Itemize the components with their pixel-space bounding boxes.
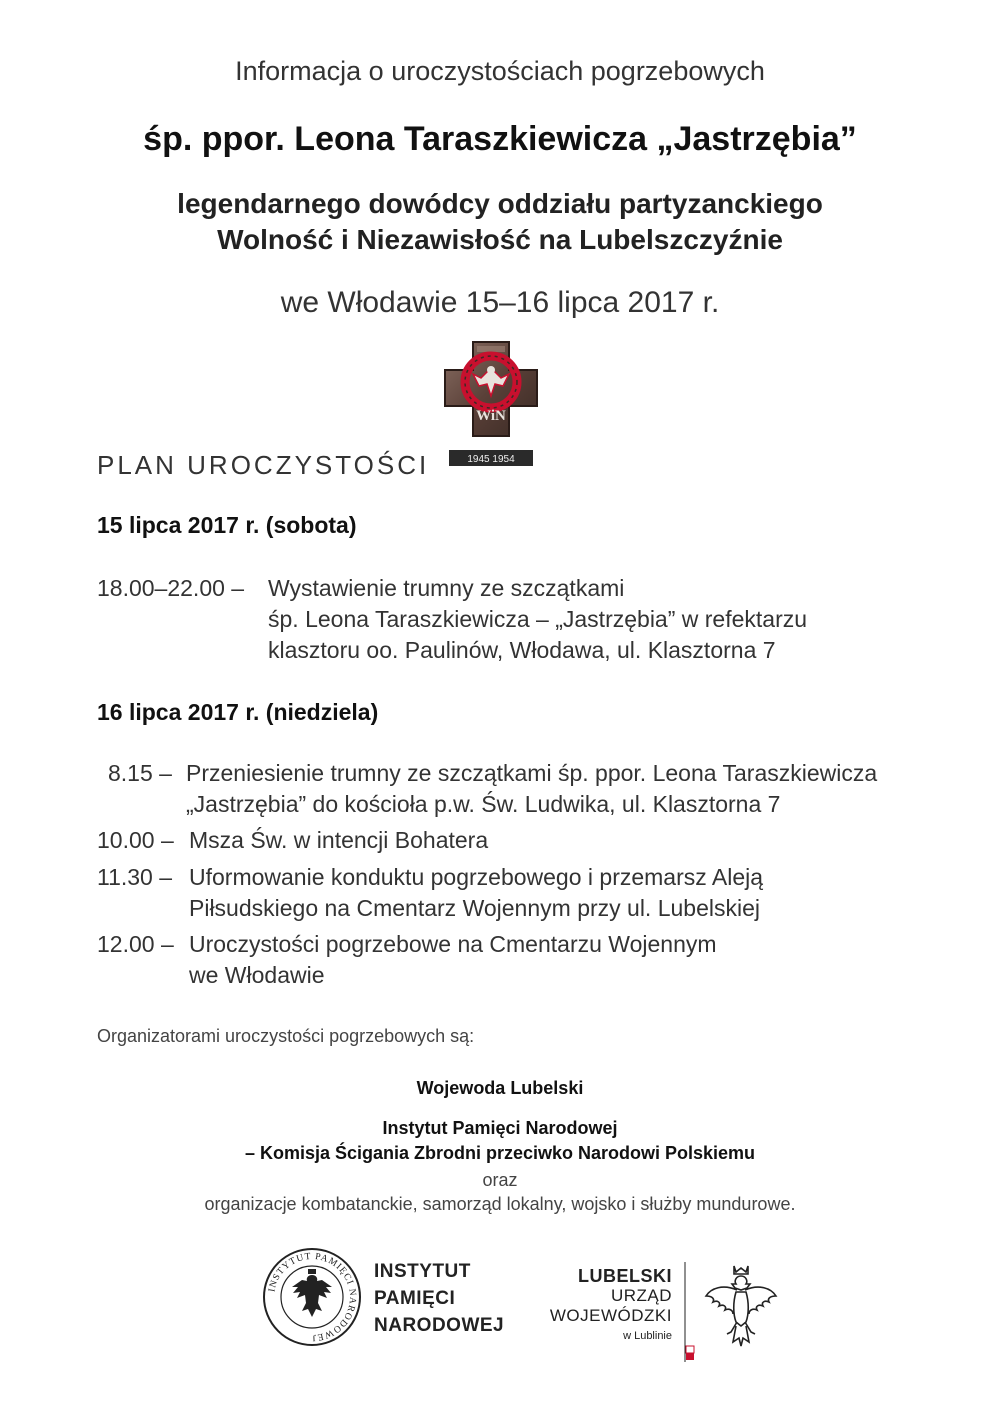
organizers-others: organizacje kombatanckie, samorząd lokalny, wojsko i służby mundurowe. (204, 1194, 796, 1214)
event-time: 12.00 – (97, 931, 174, 957)
description-line-2: Wolność i Niezawisłość na Lubelszczyźnie (217, 224, 783, 255)
honoree-description (0, 186, 1000, 258)
ipn-line-3: NARODOWEJ (374, 1315, 505, 1336)
ipn-line-2: PAMIĘCI (374, 1288, 456, 1309)
event-line: Uformowanie konduktu pogrzebowego i przemarsz Aleją (189, 864, 764, 890)
ipn-line-1: INSTYTUT (374, 1261, 471, 1282)
badge-years: 1945 1954 (467, 454, 515, 465)
win-cross-badge-icon (443, 340, 539, 468)
event-line: śp. Leona Taraszkiewicza – „Jastrzębia” w refektarzu (268, 606, 808, 632)
description-line-1: legendarnego dowódcy oddziału partyzanckiego (177, 188, 823, 219)
event-time: 8.15 – (108, 760, 172, 786)
organizers-intro: Organizatorami uroczystości pogrzebowych są: (97, 1026, 475, 1046)
announcement-intro: Informacja o uroczystościach pogrzebowych (235, 56, 765, 86)
organizer-ipn-commission: – Komisja Ścigania Zbrodni przeciwko Narodowi Polskiemu (244, 1143, 756, 1163)
event-description (189, 825, 488, 856)
seal-text: INSTYTUT PAMIĘCI NARODOWEJ (267, 1251, 358, 1343)
event-time: 18.00–22.00 – (97, 575, 245, 601)
day-1-heading: 15 lipca 2017 r. (sobota) (97, 512, 357, 538)
event-line: Uroczystości pogrzebowe na Cmentarzu Wojennym (189, 931, 717, 957)
luw-line-3: WOJEWÓDZKI (549, 1306, 672, 1325)
polish-eagle-icon (703, 1262, 779, 1348)
badge-letters: WiN (476, 408, 506, 424)
event-description (189, 862, 763, 924)
event-time: 10.00 – (97, 827, 174, 853)
flag-bar-icon (683, 1262, 695, 1362)
event-line: Przeniesienie trumny ze szczątkami śp. ppor. Leona Taraszkiewicza (186, 760, 878, 786)
organizer-ipn: Instytut Pamięci Narodowej (382, 1118, 618, 1138)
event-description (189, 929, 717, 991)
luw-line-1: LUBELSKI (578, 1266, 672, 1286)
event-line: „Jastrzębia” do kościoła p.w. Św. Ludwika, ul. Klasztorna 7 (186, 791, 781, 817)
day-2-heading: 16 lipca 2017 r. (niedziela) (97, 699, 379, 725)
honoree-name: śp. ppor. Leona Taraszkiewicza „Jastrzębia” (143, 120, 857, 158)
event-line: klasztoru oo. Paulinów, Włodawa, ul. Klasztorna 7 (268, 637, 776, 663)
organizers-conjunction: oraz (482, 1170, 518, 1190)
event-time: 11.30 – (97, 864, 173, 890)
plan-title: PLAN UROCZYSTOŚCI (97, 450, 430, 480)
luw-line-4: w Lublinie (623, 1330, 672, 1342)
event-description (268, 573, 807, 666)
organizer-voivode: Wojewoda Lubelski (416, 1078, 584, 1098)
ipn-wordmark (374, 1258, 504, 1339)
luw-line-2: URZĄD (610, 1286, 672, 1305)
ipn-seal-icon (262, 1247, 362, 1347)
luw-wordmark (520, 1266, 672, 1346)
event-dateline: we Włodawie 15–16 lipca 2017 r. (280, 286, 720, 319)
event-line: Piłsudskiego na Cmentarz Wojennym przy ul. Lubelskiej (189, 895, 761, 921)
event-line: we Włodawie (189, 962, 325, 988)
event-description (186, 758, 877, 820)
event-line: Msza Św. w intencji Bohatera (189, 827, 489, 853)
event-line: Wystawienie trumny ze szczątkami (268, 575, 625, 601)
